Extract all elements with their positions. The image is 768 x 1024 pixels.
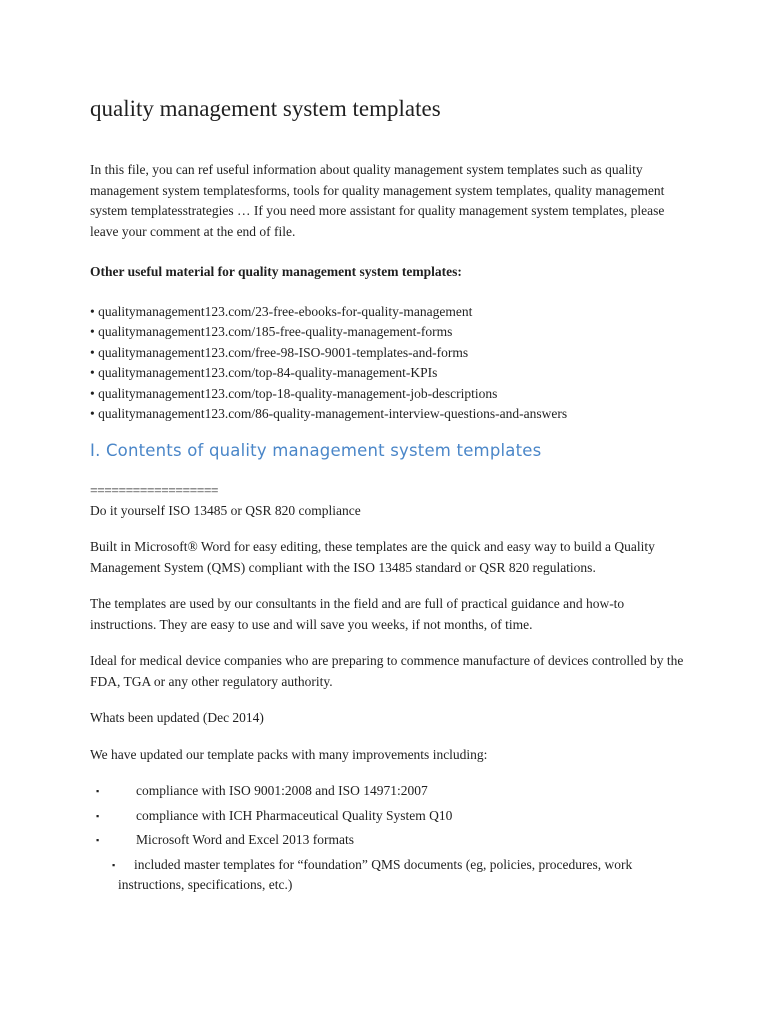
list-item (90, 806, 688, 827)
resource-link[interactable]: • qualitymanagement123.com/86-quality-management-interview-questions-and-answers (90, 406, 568, 421)
improvements-list (90, 781, 688, 896)
section-heading: I. Contents of quality management system templates (90, 440, 542, 460)
list-item-text: included master templates for “foundation” QMS documents (eg, policies, procedures, work instructions, specifications, etc.) (118, 856, 633, 892)
body-paragraph: We have updated our template packs with many improvements including: (90, 746, 488, 762)
resource-link-list (90, 302, 688, 425)
resource-link[interactable]: • qualitymanagement123.com/185-free-quality-management-forms (90, 324, 453, 339)
square-bullet-icon: ▪ (112, 859, 116, 870)
list-item (90, 781, 688, 802)
square-bullet-icon: ▪ (96, 810, 100, 821)
body-paragraph: Built in Microsoft® Word for easy editing, these templates are the quick and easy way to build a Quality Management System (QMS) compliant with the ISO 13485 standard or QSR 820 regulations. (90, 539, 655, 575)
resource-link[interactable]: • qualitymanagement123.com/top-18-quality-management-job-descriptions (90, 385, 498, 401)
other-material-heading: Other useful material for quality management system templates: (90, 264, 462, 279)
separator-line: ================== (90, 482, 219, 498)
square-bullet-icon: ▪ (96, 786, 100, 796)
list-item (90, 855, 688, 896)
resource-link[interactable]: • qualitymanagement123.com/23-free-ebooks-for-quality-management (90, 303, 473, 319)
list-item-text: compliance with ISO 9001:2008 and ISO 14971:2007 (136, 783, 428, 798)
resource-link[interactable]: • qualitymanagement123.com/free-98-ISO-9001-templates-and-forms (90, 344, 469, 360)
intro-paragraph: In this file, you can ref useful information about quality management system templates such as quality management system templatesforms, tools for quality management system templates, quality management system templatesstrategies … If you need more assistant for quality management system templates, please leave your comment at the end of file. (90, 162, 665, 239)
body-paragraph: Ideal for medical device companies who are preparing to commence manufacture of devices controlled by the FDA, TGA or any other regulatory authority. (90, 653, 684, 689)
resource-link[interactable]: • qualitymanagement123.com/top-84-quality-management-KPIs (90, 365, 438, 380)
square-bullet-icon: ▪ (96, 835, 100, 845)
list-item-text: Microsoft Word and Excel 2013 formats (136, 832, 354, 847)
document-title: quality management system templates (90, 96, 441, 121)
list-item (90, 830, 688, 851)
body-paragraph: The templates are used by our consultants in the field and are full of practical guidance and how-to instructions. They are easy to use and will save you weeks, if not months, of time. (90, 596, 625, 632)
body-paragraph: Do it yourself ISO 13485 or QSR 820 compliance (90, 502, 361, 518)
body-paragraph: Whats been updated (Dec 2014) (90, 710, 264, 725)
list-item-text: compliance with ICH Pharmaceutical Quality System Q10 (136, 807, 453, 823)
